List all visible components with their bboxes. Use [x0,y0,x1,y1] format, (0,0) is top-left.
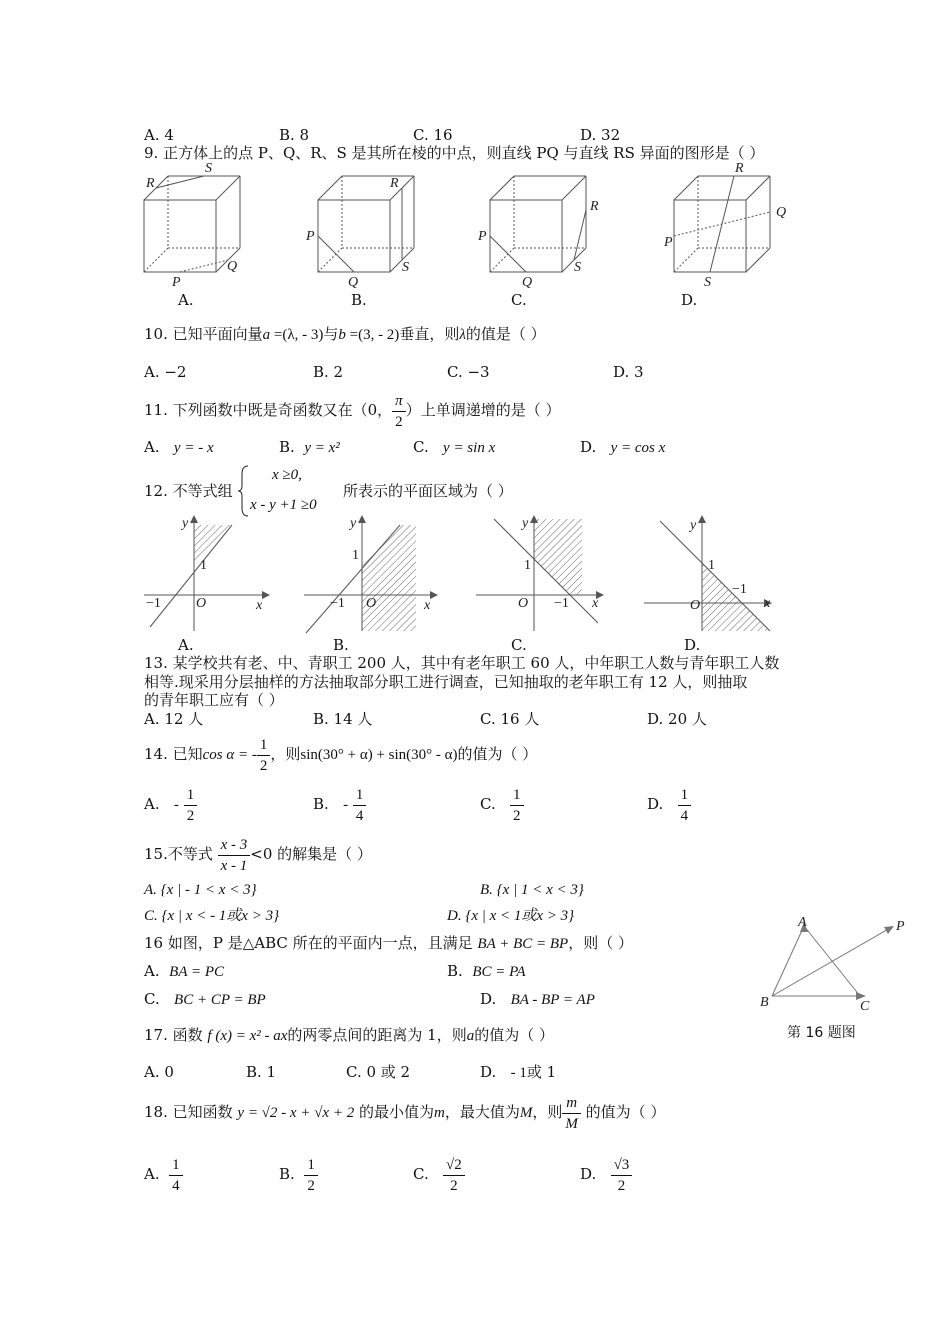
label-p: P [478,229,487,244]
q9-stem: 9. 正方体上的点 P、Q、R、S 是其所在棱的中点，则直线 PQ 与直线 RS 异面的图形是（ ） [144,144,765,162]
q14-option-d: D. $\frac{1}{4}$ [647,782,691,826]
q14-post: 的值为（ ） [457,745,538,763]
q15-option-b [480,880,584,899]
q8-option-d: D. 32 [580,126,621,144]
q14-cos: cos α = - [202,747,257,763]
q14-stem [144,732,537,777]
q11-pre: 11. 下列函数中既是奇函数又在（0， [144,401,393,419]
q18-option-d: D. $\frac{√3}{2}$ [580,1152,632,1196]
q12-graph-c [472,515,612,635]
q16-option-b: B. BC = PA [447,962,526,980]
q18-m: m [434,1105,445,1121]
q9-cube-d [660,160,790,290]
q18-y: y = √2 - x + √x + 2 [237,1105,355,1121]
q9-option-a: A. [178,291,194,309]
q11-num: π [392,391,406,412]
label-q: Q [348,275,359,290]
q16-figure [756,912,916,1012]
label-r: R [735,161,744,176]
q10-vec-b: b [338,327,346,343]
q8-option-b: B. 8 [279,126,310,144]
q17-pre: 17. 函数 [144,1026,203,1044]
q11-option-b: B. y = x² [279,438,340,456]
q10-option-d: D. 3 [613,363,644,381]
q10-option-a: A. −2 [144,363,187,381]
q17-option-b: B. 1 [246,1063,277,1081]
label-q: Q [227,259,238,274]
axis-y: y [690,518,697,533]
q12-graph-b [300,515,440,635]
tick-neg1: −1 [732,582,747,597]
label-p: P [172,275,181,290]
q14-num: 1 [257,735,271,756]
q11-c-expr: y = sin x [443,440,496,456]
q13-option-d: D. 20 人 [647,710,707,728]
q14-mid: ，则 [270,745,301,763]
q12-post: 所表示的平面区域为（ ） [343,482,513,500]
q14-expr: sin(30° + α) + sin(30° - α) [300,747,458,763]
origin: O [690,598,701,613]
q11-option-c: C. y = sin x [413,438,496,456]
q11-a-expr: y = - x [173,440,214,456]
tick-neg1: −1 [330,596,345,611]
q18-option-b: B. $\frac{1}{2}$ [279,1152,318,1196]
q12-line2: x - y +1 ≥0 [250,497,317,513]
q13-option-b: B. 14 人 [313,710,373,728]
q18-mid: 的最小值为 [359,1103,435,1121]
q17-f: f (x) = x² - ax [207,1028,288,1044]
q12-graph-d [640,515,780,635]
q18-post: 的值为（ ） [585,1103,666,1121]
q15-fraction [218,835,251,876]
label-c: C [860,999,870,1014]
q15-pre: 15.不等式 [144,845,213,863]
q11-post: ）上单调递增的是（ ） [405,401,561,419]
q15-stem [144,832,372,876]
label-p: P [306,229,315,244]
q8-option-c: C. 16 [413,126,453,144]
label-s: S [574,260,581,275]
q15-den: x - 1 [220,857,248,874]
q18-pre: 18. 已知函数 [144,1103,233,1121]
q15-option-c [144,906,279,925]
q10-lambda: λ [459,327,466,343]
q10-mid: 与 [323,325,339,343]
label-b: B [760,995,769,1010]
q18-option-c: C. $\frac{√2}{2}$ [413,1152,465,1196]
label-q: Q [776,205,787,220]
origin: O [518,596,529,611]
q12-option-c: C. [511,636,527,654]
q9-option-b: B. [351,291,367,309]
label-p: P [664,235,673,250]
q11-option-d: D. y = cos x [580,438,666,456]
q10-pre: 10. 已知平面向量 [144,325,263,343]
q13-line1: 13. 某学校共有老、中、青职工 200 人，其中有老年职工 60 人，中年职工人数与青年职工人数 [144,654,780,672]
q13-line2: 相等.现采用分层抽样的方法抽取部分职工进行调查，已知抽取的老年职工有 12 人，则抽取 [144,673,748,691]
q17-post: 的两零点间的距离为 1，则 [287,1026,467,1044]
axis-x: x [256,598,263,613]
origin: O [366,596,377,611]
tick-neg1: −1 [554,596,569,611]
q9-cube-a [140,160,260,290]
label-s: S [402,260,409,275]
q12-option-b: B. [333,636,349,654]
q9-cube-b [300,160,430,290]
q16-option-c: C. BC + CP = BP [144,990,266,1008]
q10-end: 的值是（ ） [465,325,546,343]
q18-fraction: $\frac{m}{M}$ [562,1093,581,1134]
q18-mid3: ，则 [532,1103,563,1121]
q17-stem [144,1026,554,1045]
tick-1: 1 [200,558,207,573]
q10-eq-a: =(λ, - 3) [270,327,324,343]
q10-vec-a: a [262,327,271,343]
q12-option-a: A. [178,636,194,654]
axis-y: y [182,516,189,531]
axis-x: x [764,596,771,611]
tick-1: 1 [352,548,359,563]
q12-option-d: D. [684,636,701,654]
label-s: S [704,275,711,290]
q9-option-c: C. [511,291,527,309]
q17-option-a: A. 0 [144,1063,174,1081]
q11-option-a: A. y = - x [144,438,214,456]
q18-mid2: ，最大值为 [444,1103,520,1121]
q12-pre: 12. 不等式组 [144,482,233,500]
q17-option-d: D. - 1或 1 [480,1063,557,1081]
label-r: R [390,176,399,191]
q15-num: x - 3 [218,835,251,856]
q12-line1: x ≥0, [272,467,302,483]
q11-fraction [392,391,406,432]
q11-den: 2 [395,413,403,430]
q18-option-a: A. $\frac{1}{4}$ [144,1152,183,1196]
q16-option-a: A. BA = PC [144,962,224,980]
q12-graph-a [140,515,270,635]
q14-den: 2 [259,757,268,774]
q16-pre: 16 如图，P 是△ABC 所在的平面内一点，且满足 [144,934,473,952]
q10-option-b: B. 2 [313,363,344,381]
q16-cond: BA + BC = BP [477,936,569,952]
axis-x: x [592,596,599,611]
q10-option-c: C. −3 [447,363,490,381]
q17-a: a [466,1028,475,1044]
q13-line3: 的青年职工应有（ ） [144,691,284,709]
q16-stem [144,934,633,953]
label-a: A [798,915,807,930]
q16-caption: 第 16 题图 [787,1025,856,1041]
q14-option-a: A. - $\frac{1}{2}$ [144,782,197,827]
q10-stem [144,325,546,344]
axis-y: y [350,516,357,531]
q15-b: B. {x | 1 < x < 3} [480,882,584,898]
q15-post: <0 的解集是（ ） [250,845,372,863]
q14-fraction [257,735,271,776]
label-p: P [896,919,905,934]
q12-brace [238,464,250,518]
q11-b-expr: y = x² [304,440,340,456]
q8-option-a: A. 4 [144,126,174,144]
q15-d: D. {x | x < 1或x > 3} [447,908,575,924]
label-r: R [590,199,599,214]
q16-option-d: D. BA - BP = AP [480,990,595,1008]
axis-y: y [522,516,529,531]
tick-1: 1 [708,558,715,573]
q18-M: M [519,1105,533,1121]
tick-1: 1 [524,558,531,573]
q14-option-b: B. - $\frac{1}{4}$ [313,782,366,827]
label-r: R [146,176,155,191]
q15-option-d [447,906,574,925]
q10-post: 垂直，则 [399,325,460,343]
q18-stem [144,1090,665,1135]
q15-a: A. {x | - 1 < x < 3} [144,882,257,898]
q16-post: ，则（ ） [568,934,633,952]
q15-c: C. {x | x < - 1或x > 3} [144,908,280,924]
axis-x: x [424,598,431,613]
q9-option-d: D. [681,291,698,309]
origin: O [196,596,207,611]
q9-cube-c [476,160,606,290]
q14-pre: 14. 已知 [144,745,203,763]
q11-d-expr: y = cos x [610,440,666,456]
q17-option-c: C. 0 或 2 [346,1063,411,1081]
q11-stem [144,390,560,432]
q14-option-c: C. $\frac{1}{2}$ [480,782,524,826]
label-s: S [205,161,212,176]
label-q: Q [522,275,533,290]
q13-option-c: C. 16 人 [480,710,540,728]
q17-end: 的值为（ ） [474,1026,555,1044]
q10-eq-b: =(3, - 2) [345,327,400,343]
q15-option-a [144,880,257,899]
tick-neg1: −1 [146,596,161,611]
q13-option-a: A. 12 人 [144,710,204,728]
